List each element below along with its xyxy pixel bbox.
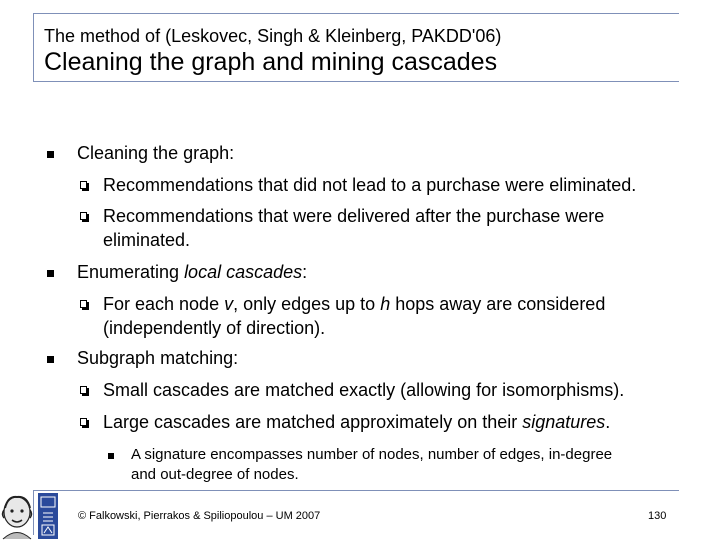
bullet-box-icon [80, 212, 87, 220]
bullet-square-icon [47, 270, 54, 277]
bullet-box-icon [80, 386, 87, 394]
sub-bullet-each-node-line1 [103, 294, 605, 315]
bullet-square-icon [47, 151, 54, 158]
footer-rule [33, 490, 679, 491]
large-cascades-prefix: Large cascades are matched approximately on their [103, 412, 523, 432]
sub-sub-bullet-signature-line2: and out-degree of nodes. [131, 466, 299, 483]
each-node-part2: , only edges up to [233, 294, 381, 314]
bullet-box-icon [80, 418, 87, 426]
bullet-cleaning-graph: Cleaning the graph: [77, 143, 235, 163]
bullet-square-icon [47, 356, 54, 363]
bullet-enumerating-italic: local cascades [184, 262, 303, 282]
each-node-v: v [224, 294, 234, 314]
title-frame-top [33, 13, 679, 14]
large-cascades-italic: signatures [522, 412, 606, 432]
bullet-box-icon [80, 300, 87, 308]
sub-bullet-small-cascades: Small cascades are matched exactly (allowing for isomorphisms). [103, 380, 625, 400]
bullet-box-icon [80, 181, 87, 189]
sub-bullet-large-cascades [103, 412, 610, 433]
slide-subtitle: The method of (Leskovec, Singh & Kleinberg, PAKDD'06) [44, 26, 502, 46]
title-frame-left [33, 13, 34, 81]
each-node-part1: For each node [103, 294, 225, 314]
title-rule [33, 81, 679, 82]
each-node-h: h [380, 294, 391, 314]
bullet-enumerating-prefix: Enumerating [77, 262, 185, 282]
bullet-subgraph-matching: Subgraph matching: [77, 348, 239, 368]
slide-title: Cleaning the graph and mining cascades [44, 48, 498, 76]
sub-bullet-no-purchase: Recommendations that did not lead to a purchase were eliminated. [103, 175, 637, 195]
footer-copyright: © Falkowski, Pierrakos & Spiliopoulou – UM 2007 [78, 510, 321, 522]
each-node-part3: hops away are considered [390, 294, 606, 314]
bullet-enumerating-suffix: : [302, 262, 308, 282]
large-cascades-suffix: . [605, 412, 611, 432]
bullet-square-icon [108, 453, 114, 459]
bullet-enumerating [77, 262, 307, 283]
sub-bullet-after-purchase-line1: Recommendations that were delivered after the purchase were [103, 206, 605, 226]
university-emblem-icon [38, 493, 58, 539]
sub-bullet-after-purchase-line2: eliminated. [103, 230, 191, 250]
sub-bullet-each-node-line2: (independently of direction). [103, 318, 326, 338]
page-number: 130 [648, 510, 667, 522]
portrait-logo-icon [0, 492, 34, 540]
sub-sub-bullet-signature-line1: A signature encompasses number of nodes, number of edges, in-degree [131, 446, 613, 463]
